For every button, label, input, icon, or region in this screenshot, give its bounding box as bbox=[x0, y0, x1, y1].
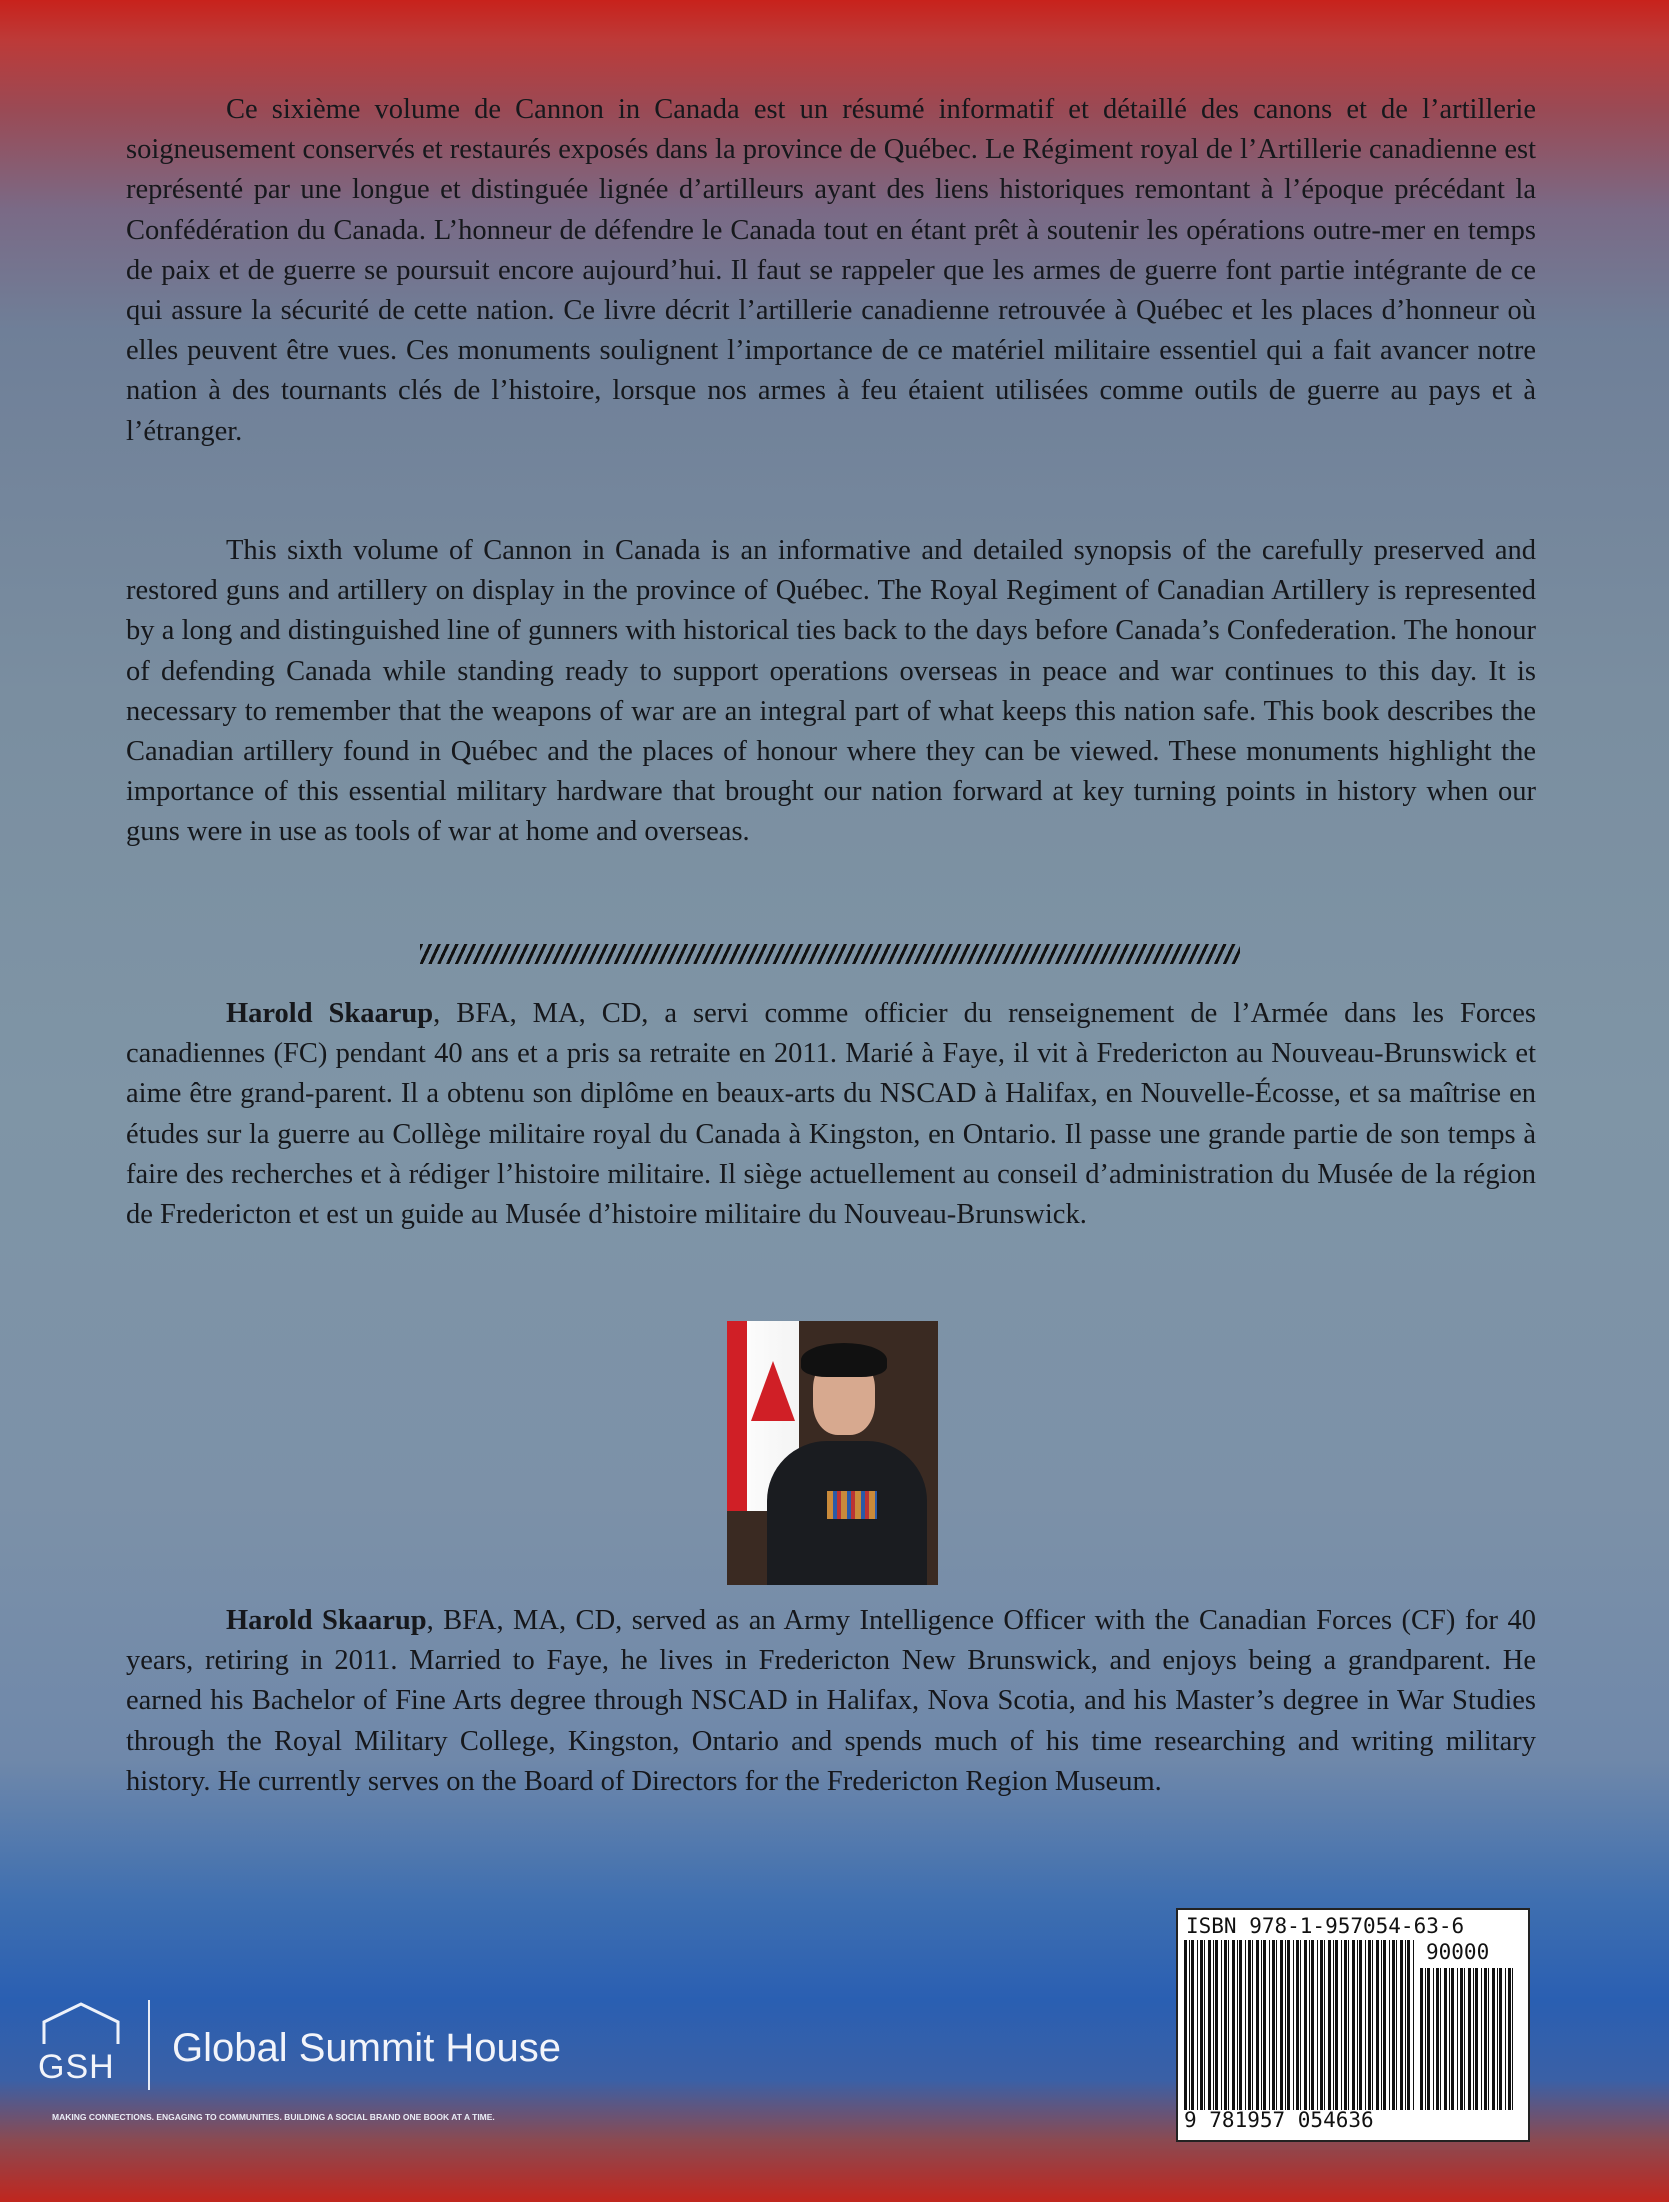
publisher-mark: GSH bbox=[38, 2048, 115, 2086]
barcode-addon-bars-icon bbox=[1420, 1968, 1516, 2110]
publisher-tagline: MAKING CONNECTIONS. ENGAGING TO COMMUNITIES. BUILDING A SOCIAL BRAND ONE BOOK AT A TIME. bbox=[52, 2112, 495, 2122]
decorative-divider bbox=[420, 944, 1240, 964]
author-name: Harold Skaarup bbox=[226, 1605, 427, 1636]
publisher-name: Global Summit House bbox=[172, 2026, 562, 2070]
logo-divider bbox=[148, 2000, 150, 2090]
barcode-bars-icon bbox=[1184, 1940, 1416, 2110]
barcode-digits: 9 781957 054636 bbox=[1184, 2108, 1374, 2132]
author-bio-english-text: , BFA, MA, CD, served as an Army Intelligence Officer with the Canadian Forces (CF) for 40 years, retiring in 2011. Married to Faye, he lives in Fredericton New Brunswick, and enjoys being a grandparent. He earned his Bachelor of Fine Arts degree through NSCAD in Halifax, Nova Scotia, and his Master’s degree in War Studies through the Royal Military College, Kingston, Ontario and spends much of his time researching and writing military history. He currently serves on the Board of Directors for the Fredericton Region Museum. bbox=[126, 1605, 1536, 1797]
author-bio-english bbox=[126, 1601, 1536, 1802]
isbn-barcode bbox=[1176, 1908, 1530, 2142]
price-code: 90000 bbox=[1426, 1940, 1490, 1964]
french-synopsis: Ce sixième volume de Cannon in Canada est un résumé informatif et détaillé des canons et de l’artillerie soigneusement conservés et restaurés exposés dans la province de Québec. Le Régiment royal de l’Artillerie canadienne est représenté par une longue et distinguée lignée d’artilleurs ayant des liens historiques remontant à l’époque précédant la Confédération du Canada. L’honneur de défendre le Canada tout en étant prêt à soutenir les opérations outre-mer en temps de paix et de guerre se poursuit encore aujourd’hui. Il faut se rappeler que les armes de guerre font partie intégrante de ce qui assure la sécurité de cette nation. Ce livre décrit l’artillerie canadienne retrouvée à Québec et les places d’honneur où elles peuvent être vues. Ces monuments soulignent l’importance de ce matériel militaire essentiel qui a fait avancer notre nation à des tournants clés de l’histoire, lorsque nos armes à feu étaient utilisées comme outils de guerre au pays et à l’étranger. bbox=[126, 94, 1536, 447]
author-bio-french-text: , BFA, MA, CD, a servi comme officier du renseignement de l’Armée dans les Forces canadiennes (FC) pendant 40 ans et a pris sa retraite en 2011. Marié à Faye, il vit à Fredericton au Nouveau-Brunswick et aime être grand-parent. Il a obtenu son diplôme en beaux-arts du NSCAD à Halifax, en Nouvelle-Écosse, et sa maîtrise en études sur la guerre au Collège militaire royal du Canada à Kingston, en Ontario. Il passe une grande partie de son temps à faire des recherches et à rédiger l’histoire militaire. Il siège actuellement au conseil d’administration du Musée de la région de Fredericton et est un guide au Musée d’histoire militaire du Nouveau-Brunswick. bbox=[126, 998, 1536, 1231]
author-name: Harold Skaarup bbox=[226, 998, 434, 1029]
english-synopsis: This sixth volume of Cannon in Canada is an informative and detailed synopsis of the carefully preserved and restored guns and artillery on display in the province of Québec. The Royal Regiment of Canadian Artillery is represented by a long and distinguished line of gunners with historical ties back to the days before Canada’s Confederation. The honour of defending Canada while standing ready to support operations overseas in peace and war continues to this day. It is necessary to remember that the weapons of war are an integral part of what keeps this nation safe. This book describes the Canadian artillery found in Québec and the places of honour where they can be viewed. These monuments highlight the importance of this essential military hardware that brought our nation forward at key turning points in history when our guns were in use as tools of war at home and overseas. bbox=[126, 535, 1536, 848]
author-portrait bbox=[727, 1321, 938, 1585]
author-bio-french bbox=[126, 994, 1536, 1235]
isbn-label: ISBN 978-1-957054-63-6 bbox=[1186, 1914, 1465, 1938]
